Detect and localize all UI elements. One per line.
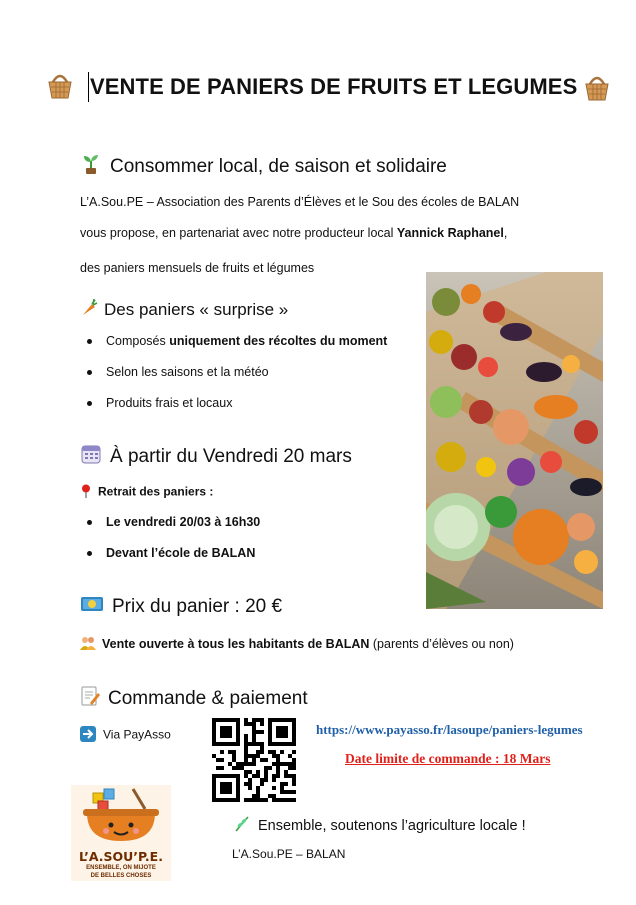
qr-code[interactable]	[212, 718, 296, 802]
section-order-title: Commande & paiement	[108, 688, 308, 710]
basket-icon	[47, 70, 73, 105]
carrot-icon	[80, 299, 98, 322]
pushpin-icon	[80, 484, 92, 501]
memo-icon	[80, 685, 100, 713]
herb-icon	[234, 816, 250, 836]
section-date-title: À partir du Vendredi 20 mars	[110, 446, 352, 468]
basket-icon	[584, 72, 610, 107]
list-item: Composés uniquement des récoltes du moment	[80, 333, 387, 364]
list-item: Produits frais et locaux	[80, 395, 387, 426]
partner-line: vous propose, en partenariat avec notre producteur local Yannick Raphanel,	[80, 226, 508, 240]
page-title: VENTE DE PANIERS DE FRUITS ET LEGUMES	[88, 72, 577, 102]
money-icon	[80, 595, 104, 619]
retrait-label: Retrait des paniers :	[80, 484, 213, 501]
footer-signature: L’A.Sou.PE – BALAN	[232, 847, 346, 861]
surprise-list	[80, 333, 387, 426]
right-arrow-icon	[80, 726, 96, 745]
logo-tagline-2: DE BELLES CHOSES	[90, 873, 152, 879]
sale-line: Vente ouverte à tous les habitants de BALAN (parents d’élèves ou non)	[80, 636, 514, 653]
people-icon	[80, 636, 96, 653]
retrait-list	[80, 514, 260, 576]
via-payasso: Via PayAsso	[80, 726, 171, 745]
list-item: Devant l’école de BALAN	[80, 545, 260, 576]
seedling-icon	[80, 153, 102, 181]
vegetables-photo	[426, 272, 603, 609]
baskets-line: des paniers mensuels de fruits et légumes	[80, 261, 315, 275]
association-line: L’A.Sou.PE – Association des Parents d’Élèves et le Sou des écoles de BALAN	[80, 195, 520, 209]
section-local-heading	[80, 153, 447, 181]
list-item: Selon les saisons et la météo	[80, 364, 387, 395]
payasso-link[interactable]: https://www.payasso.fr/lasoupe/paniers-legumes	[316, 722, 583, 737]
section-surprise-title: Des paniers « surprise »	[104, 299, 289, 319]
logo-tagline-1: ENSEMBLE, ON MIJOTE	[86, 865, 156, 871]
section-surprise-heading	[80, 299, 288, 322]
section-order-heading	[80, 685, 308, 713]
calendar-icon	[80, 443, 102, 471]
footer-slogan: Ensemble, soutenons l’agriculture locale !	[234, 816, 526, 836]
order-deadline: Date limite de commande : 18 Mars	[345, 751, 551, 766]
association-logo	[71, 785, 171, 881]
section-price-heading	[80, 595, 282, 619]
section-local-title: Consommer local, de saison et solidaire	[110, 156, 447, 178]
section-price-title: Prix du panier : 20 €	[112, 596, 283, 618]
logo-name: L’A.SOU’P.E.	[79, 849, 163, 864]
section-date-heading	[80, 443, 352, 471]
list-item: Le vendredi 20/03 à 16h30	[80, 514, 260, 545]
producer-name: Yannick Raphanel	[396, 226, 504, 240]
